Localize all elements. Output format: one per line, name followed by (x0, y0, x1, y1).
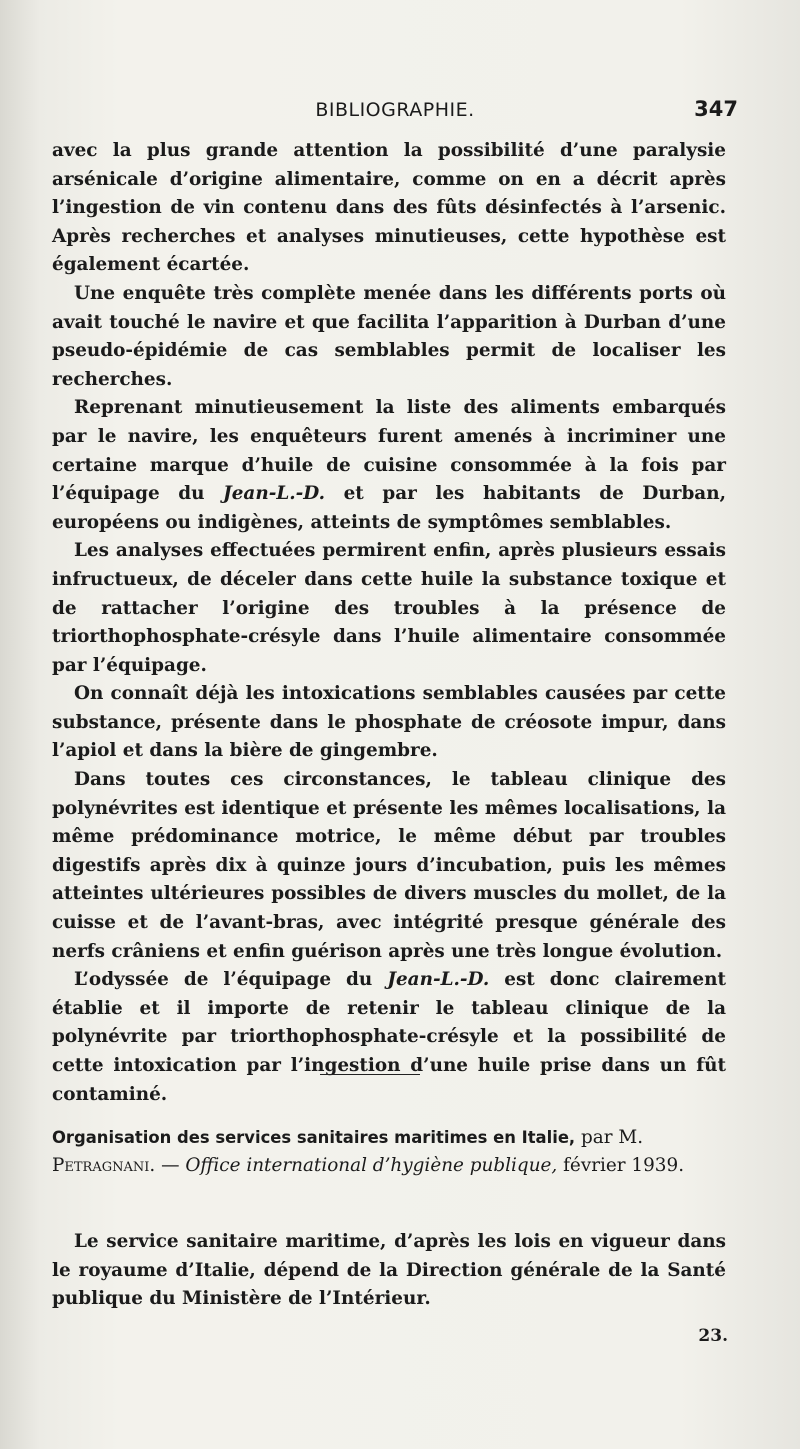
reference-journal: Office international d’hygiène publique, (185, 1155, 558, 1176)
review-paragraph-1: Le service sanitaire maritime, d’après les lois en vigueur dans le royaume d’Italie, dépend de la Direction générale de la Santé publique du Ministère de l’Intérieur. (52, 1231, 726, 1310)
page-number: 347 (694, 97, 738, 121)
review-body (52, 1228, 726, 1314)
page-header (52, 95, 738, 125)
article-body (52, 137, 726, 1109)
running-title: BIBLIOGRAPHIE. (315, 99, 475, 121)
reference-author: Petragnani (52, 1155, 150, 1176)
reference-separator: . — (149, 1155, 186, 1176)
section-divider (320, 1074, 420, 1075)
signature-mark: 23. (698, 1326, 728, 1346)
paragraph-6: Dans toutes ces circonstances, le tableau clinique des polynévrites est identique et présente les mêmes localisations, la même prédominance motrice, le même début par troubles digestifs après dix à quinze jours d’incubation, puis les mêmes atteintes ultérieures possibles de divers muscles du mollet, de la cuisse et de l’avant-bras, avec intégrité presque générale des nerfs crâniens et enfin guérison après une très longue évolution. (52, 769, 726, 962)
paragraph-7 (52, 966, 726, 1109)
paragraph-7-text-a: L’odyssée de l’équipage du (74, 969, 388, 991)
reference-date: février 1939. (557, 1155, 685, 1176)
paragraph-2: Une enquête très complète menée dans les différents ports où avait touché le navire et que facilita l’apparition à Durban d’une pseudo-épidémie de cas semblables permit de localiser les recherches. (52, 282, 726, 390)
paragraph-3 (52, 394, 726, 537)
reference-title: Organisation des services sanitaires maritimes en Italie, (52, 1128, 576, 1147)
paragraph-5: On connaît déjà les intoxications semblables causées par cette substance, présente dans le phosphate de créosote impur, dans l’apiol et dans la bière de gingembre. (52, 683, 726, 762)
ship-name: Jean-L.-D. (223, 483, 325, 505)
bibliographic-reference (52, 1124, 730, 1180)
paragraph-7-text-b: est donc clairement établie et il importe de retenir le tableau clinique de la polynévrite par triorthophosphate-crésyle et la possibilité de cette intoxication par l’ingestion d’une huile prise dans un fût contaminé. (52, 969, 726, 1105)
paragraph-3-text-b: et par les habitants de Durban, européens ou indigènes, atteints de symptômes semblables. (52, 483, 726, 533)
paragraph-1: avec la plus grande attention la possibilité d’une paralysie arsénicale d’origine alimentaire, comme on en a décrit après l’ingestion de vin contenu dans des fûts désinfectés à l’arsenic. Après recherches et analyses minutieuses, cette hypothèse est également écartée. (52, 140, 726, 276)
ship-name: Jean-L.-D. (387, 969, 490, 991)
reference-by: par M. (575, 1127, 644, 1148)
paragraph-3-text-a: Reprenant minutieusement la liste des aliments embarqués par le navire, les enquêteurs furent amenés à incriminer une certaine marque d’huile de cuisine consommée à la fois par l’équipage du (52, 397, 726, 505)
paragraph-4: Les analyses effectuées permirent enfin, après plusieurs essais infructueux, de déceler dans cette huile la substance toxique et de rattacher l’origine des troubles à la présence de triorthophosphate-crésyle dans l’huile alimentaire consommée par l’équipage. (52, 540, 726, 676)
